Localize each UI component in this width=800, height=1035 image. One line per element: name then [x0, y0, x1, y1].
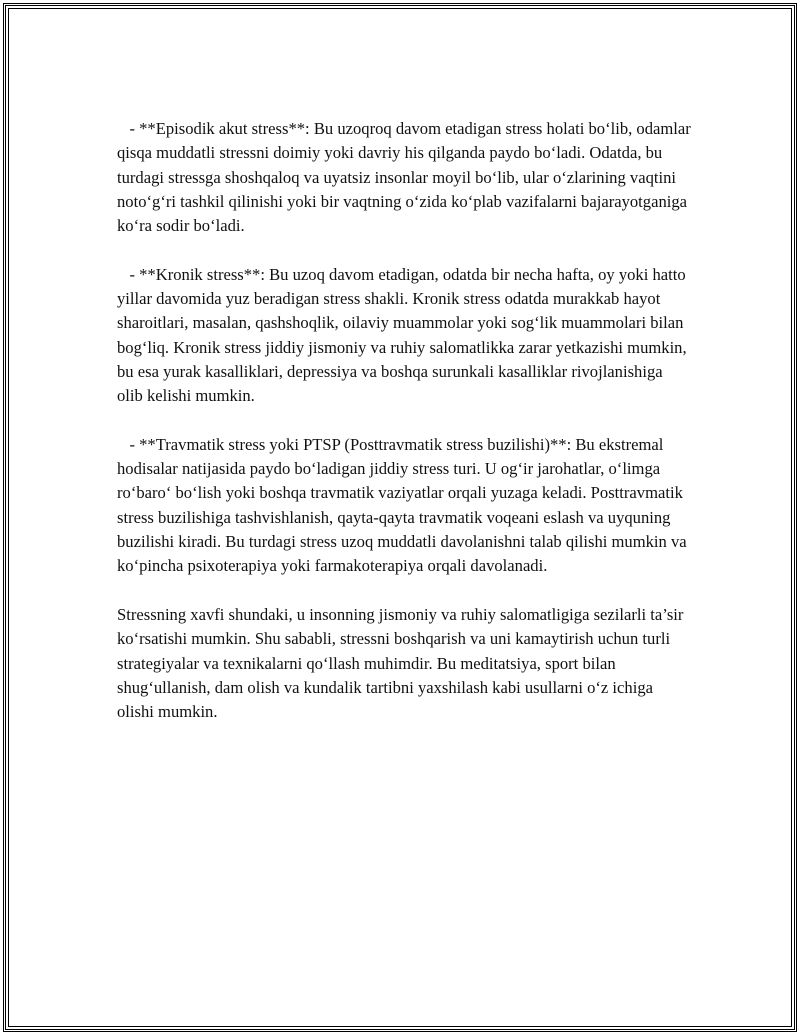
paragraph-stress-danger: Stressning xavfi shundaki, u insonning jismoniy va ruhiy salomatligiga sezilarli ta’sir ko‘rsatishi mumkin. Shu sababli, stressni boshqarish va uni kamaytirish uchun turli strategiyalar va texnikalarni qo‘llash muhimdir. Bu meditatsiya, sport bilan shug‘ullanish, dam olish va kundalik tartibni yaxshilash kabi usullarni o‘z ichiga olishi mumkin.	[117, 604, 688, 722]
paragraph-chronic-stress: - **Kronik stress**: Bu uzoq davom etadigan, odatda bir necha hafta, oy yoki hatto yillar davomida yuz beradigan stress shakli. Kronik stress odatda murakkab hayot sharoitlari, masalan, qashshoqlik, oilaviy muammolar yoki sog‘lik muammolari bilan bog‘liq. Kronik stress jiddiy jismoniy va ruhiy salomatlikka zarar yetkazishi mumkin, bu esa yurak kasalliklari, depressiya va boshqa surunkali kasalliklar rivojlanishiga olib kelishi mumkin.	[117, 264, 691, 406]
paragraph-traumatic-stress: - **Travmatik stress yoki PTSP (Posttravmatik stress buzilishi)**: Bu ekstremal hodisalar natijasida paydo bo‘ladigan jiddiy stress turi. U og‘ir jarohatlar, o‘limga ro‘baro‘ bo‘lish yoki boshqa travmatik vaziyatlar orqali yuzaga keladi. Posttravmatik stress buzilishiga tashvishlanish, qayta-qayta travmatik voqeani eslash va uyquning buzilishi kiradi. Bu turdagi stress uzoq muddatli davolanishni talab qilishi mumkin va ko‘pincha psixoterapiya yoki farmakoterapiya orqali davolanadi.	[117, 434, 691, 576]
paragraph-episodic-acute-stress: - **Episodik akut stress**: Bu uzoqroq davom etadigan stress holati bo‘lib, odamlar qisqa muddatli stressni doimiy yoki davriy his qilganda paydo bo‘ladi. Odatda, bu turdagi stressga shoshqaloq va uyatsiz insonlar moyil bo‘lib, ular o‘zlarining vaqtini noto‘g‘ri tashkil qilinishi yoki bir vaqtning o‘zida ko‘plab vazifalarni bajarayotganiga ko‘ra sodir bo‘ladi.	[117, 119, 695, 236]
document-body	[117, 117, 695, 749]
